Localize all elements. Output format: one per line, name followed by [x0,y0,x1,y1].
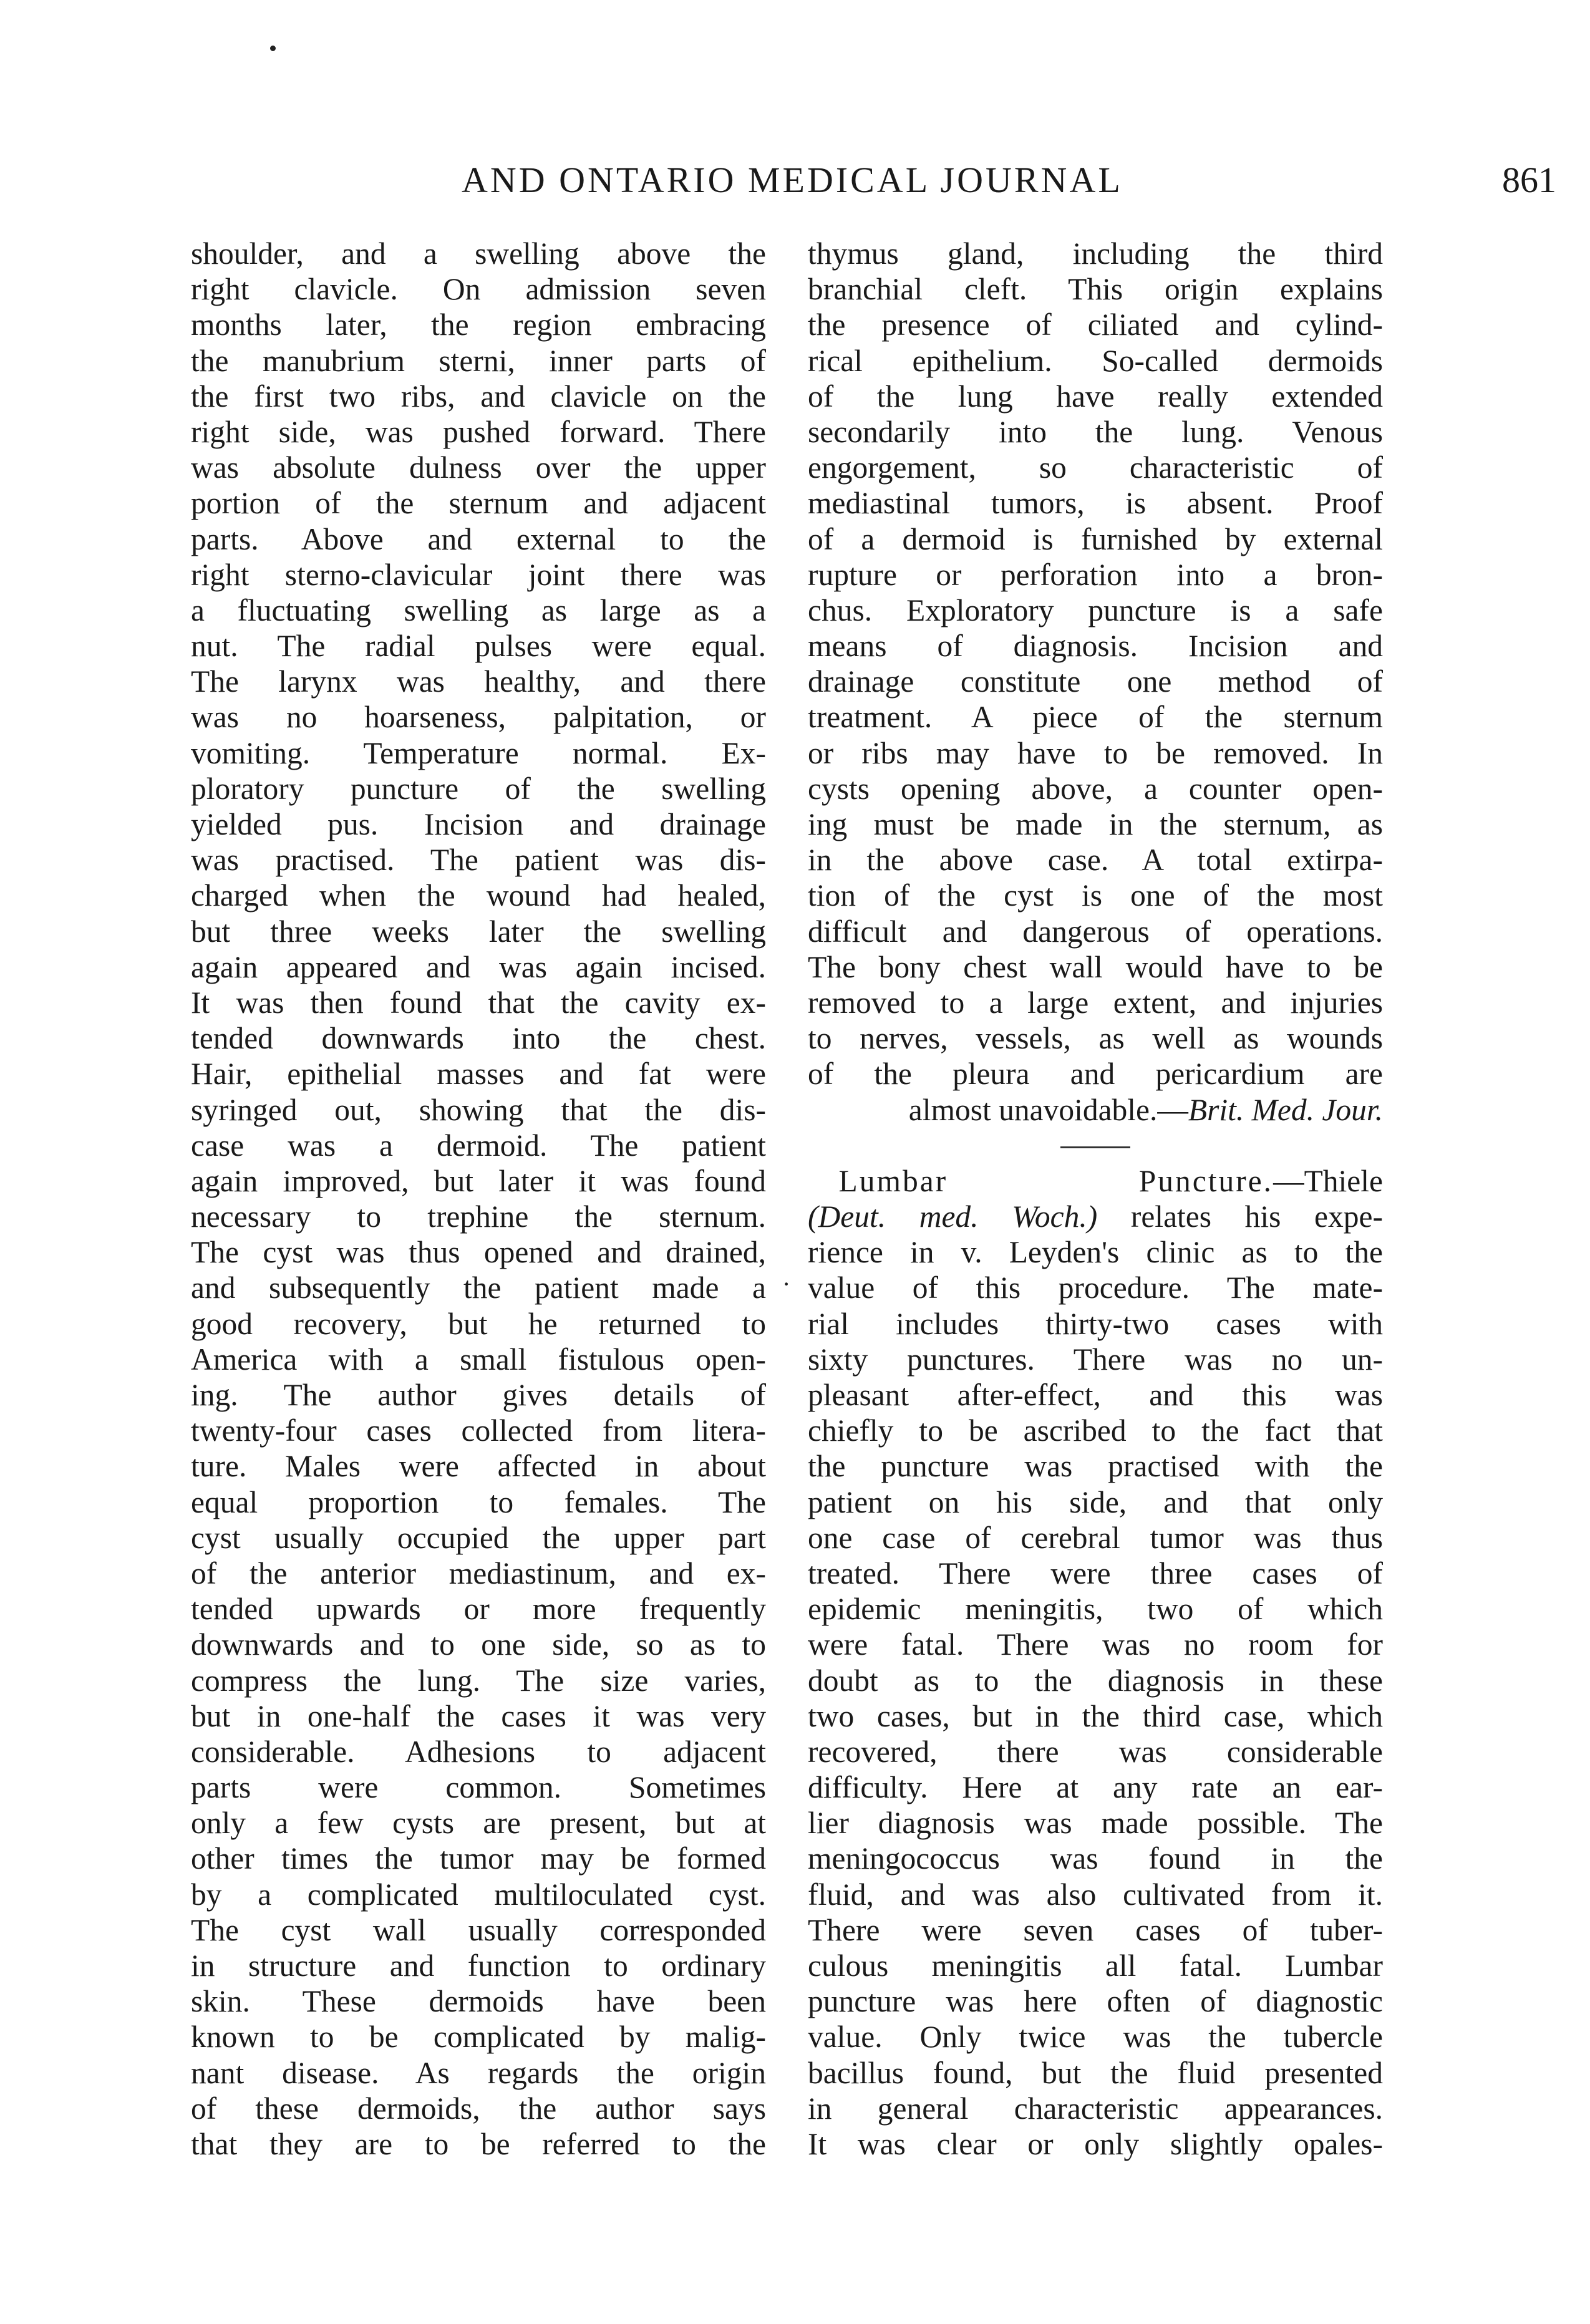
text-line: It was clear or only slightly opales- [808,2126,1383,2161]
text-line: two cases, but in the third case, which [808,1698,1383,1733]
text-line: tended upwards or more frequently [191,1592,766,1627]
text-line: mediastinal tumors, is absent. Proof [808,486,1383,521]
text-line: value of this procedure. The mate- [808,1271,1383,1305]
text-line: again appeared and was again incised. [191,949,766,984]
divider-rule [1060,1146,1130,1148]
text-line: syringed out, showing that the dis- [191,1092,766,1127]
text-line: right sterno-clavicular joint there was [191,557,766,592]
journal-citation: Brit. Med. Jour. [1188,1092,1383,1127]
end-line-text: almost unavoidable.— [908,1092,1188,1127]
text-line: again improved, but later it was found [191,1163,766,1198]
right-column [808,236,1383,2162]
text-line: means of diagnosis. Incision and [808,629,1383,664]
text-line: yielded pus. Incision and drainage [191,807,766,841]
text-line: ing. The author gives details of [191,1378,766,1412]
text-line: in the above case. A total extirpa- [808,843,1383,878]
section-heading-line [808,1163,1383,1199]
text-line: There were seven cases of tuber- [808,1912,1383,1947]
text-line: the presence of ciliated and cylind- [808,307,1383,342]
text-line: to nerves, vessels, as well as wounds [808,1021,1383,1056]
text-line: or ribs may have to be removed. In [808,735,1383,770]
text-line: the puncture was practised with the [808,1449,1383,1484]
text-line: rical epithelium. So-called dermoids [808,343,1383,378]
text-line: thymus gland, including the third [808,236,1383,271]
text-line: that they are to be referred to the [191,2126,766,2161]
text-line: The bony chest wall would have to be [808,949,1383,984]
text-line: right clavicle. On admission seven [191,272,766,307]
text-line: of the pleura and pericardium are [808,1057,1383,1092]
text-line: fluid, and was also cultivated from it. [808,1877,1383,1912]
text-line: good recovery, but he returned to [191,1306,766,1341]
text-line: necessary to trephine the sternum. [191,1199,766,1234]
text-line: shoulder, and a swelling above the [191,236,766,271]
text-line: portion of the sternum and adjacent [191,486,766,521]
text-line: It was then found that the cavity ex- [191,985,766,1020]
text-line: charged when the wound had healed, [191,878,766,913]
text-line: case was a dermoid. The patient [191,1128,766,1163]
text-line: removed to a large extent, and injuries [808,985,1383,1020]
text-line: chus. Exploratory puncture is a safe [808,593,1383,627]
text-line: treatment. A piece of the sternum [808,700,1383,735]
text-line: America with a small fistulous open- [191,1342,766,1377]
page-number: 861 [1502,160,1556,200]
text-line: ing must be made in the sternum, as [808,807,1383,841]
text-line: in general characteristic appearances. [808,2091,1383,2126]
text-line: other times the tumor may be formed [191,1841,766,1876]
text-line: but in one-half the cases it was very [191,1698,766,1733]
text-line: difficult and dangerous of operations. [808,914,1383,949]
text-line: of the lung have really extended [808,379,1383,414]
text-line: pleasant after-effect, and this was [808,1378,1383,1412]
text-line: chiefly to be ascribed to the fact that [808,1413,1383,1448]
text-line: right side, was pushed forward. There [191,414,766,449]
text-line: secondarily into the lung. Venous [808,414,1383,449]
text-line: by a complicated multiloculated cyst. [191,1877,766,1912]
text-line: value. Only twice was the tubercle [808,2020,1383,2055]
source-citation: (Deut. med. Woch.) [808,1199,1098,1234]
text-line: doubt as to the diagnosis in these [808,1663,1383,1698]
section-heading: Lumbar Puncture. [838,1163,1274,1198]
text-line: culous meningitis all fatal. Lumbar [808,1949,1383,1983]
text-line: branchial cleft. This origin explains [808,272,1383,307]
text-line: The cyst wall usually corresponded [191,1912,766,1947]
left-column [191,236,766,2162]
heading-line-rest: —Thiele [1273,1163,1383,1198]
text-line: epidemic meningitis, two of which [808,1592,1383,1627]
text-line: was absolute dulness over the upper [191,450,766,485]
stray-ink-dot [270,46,276,51]
text-line: but three weeks later the swelling [191,914,766,949]
text-line: vomiting. Temperature normal. Ex- [191,735,766,770]
citation-line-rest: relates his expe- [1097,1199,1383,1234]
text-line: Hair, epithelial masses and fat were [191,1057,766,1092]
text-line: was practised. The patient was dis- [191,843,766,878]
section-divider [808,1128,1383,1163]
text-line: of these dermoids, the author says [191,2091,766,2126]
text-line: compress the lung. The size varies, [191,1663,766,1698]
text-line: difficulty. Here at any rate an ear- [808,1770,1383,1805]
text-line: parts. Above and external to the [191,521,766,556]
text-line: recovered, there was considerable [808,1734,1383,1769]
running-title: AND ONTARIO MEDICAL JOURNAL [462,160,1123,200]
text-line: twenty-four cases collected from litera- [191,1413,766,1448]
text-line: considerable. Adhesions to adjacent [191,1734,766,1769]
text-line: bacillus found, but the fluid presented [808,2055,1383,2090]
text-line: tended downwards into the chest. [191,1021,766,1056]
text-line: skin. These dermoids have been [191,1984,766,2019]
text-line: rupture or perforation into a bron- [808,557,1383,592]
text-line: of the anterior mediastinum, and ex- [191,1556,766,1590]
text-line: cysts opening above, a counter open- [808,771,1383,806]
text-line: only a few cysts are present, but at [191,1806,766,1841]
text-line: downwards and to one side, so as to [191,1627,766,1662]
text-line: the first two ribs, and clavicle on the [191,379,766,414]
text-line: ture. Males were affected in about [191,1449,766,1484]
citation-line [808,1199,1383,1234]
text-line: nant disease. As regards the origin [191,2055,766,2090]
text-line: months later, the region embracing [191,307,766,342]
text-line: lier diagnosis was made possible. The [808,1806,1383,1841]
text-line: engorgement, so characteristic of [808,450,1383,485]
text-line: The cyst was thus opened and drained, [191,1235,766,1270]
text-line: in structure and function to ordinary [191,1949,766,1983]
margin-mark: · [782,1270,791,1298]
text-line: parts were common. Sometimes [191,1770,766,1805]
text-line: tion of the cyst is one of the most [808,878,1383,913]
text-line: the manubrium sterni, inner parts of [191,343,766,378]
text-line: treated. There were three cases of [808,1556,1383,1590]
text-line: rience in v. Leyden's clinic as to the [808,1235,1383,1270]
text-line: The larynx was healthy, and there [191,664,766,699]
text-line: nut. The radial pulses were equal. [191,629,766,664]
text-line: one case of cerebral tumor was thus [808,1520,1383,1555]
text-line: sixty punctures. There was no un- [808,1342,1383,1377]
text-line: equal proportion to females. The [191,1484,766,1519]
text-line: puncture was here often of diagnostic [808,1984,1383,2019]
text-line: ploratory puncture of the swelling [191,771,766,806]
text-line: meningococcus was found in the [808,1841,1383,1876]
text-line: patient on his side, and that only [808,1484,1383,1519]
text-line: were fatal. There was no room for [808,1627,1383,1662]
text-line: cyst usually occupied the upper part [191,1520,766,1555]
text-line: and subsequently the patient made a [191,1271,766,1305]
text-line: of a dermoid is furnished by external [808,521,1383,556]
right-column-end-line [808,1092,1383,1128]
text-line: drainage constitute one method of [808,664,1383,699]
text-line: was no hoarseness, palpitation, or [191,700,766,735]
text-line: a fluctuating swelling as large as a [191,593,766,627]
text-line: rial includes thirty-two cases with [808,1306,1383,1341]
text-line: known to be complicated by malig- [191,2020,766,2055]
